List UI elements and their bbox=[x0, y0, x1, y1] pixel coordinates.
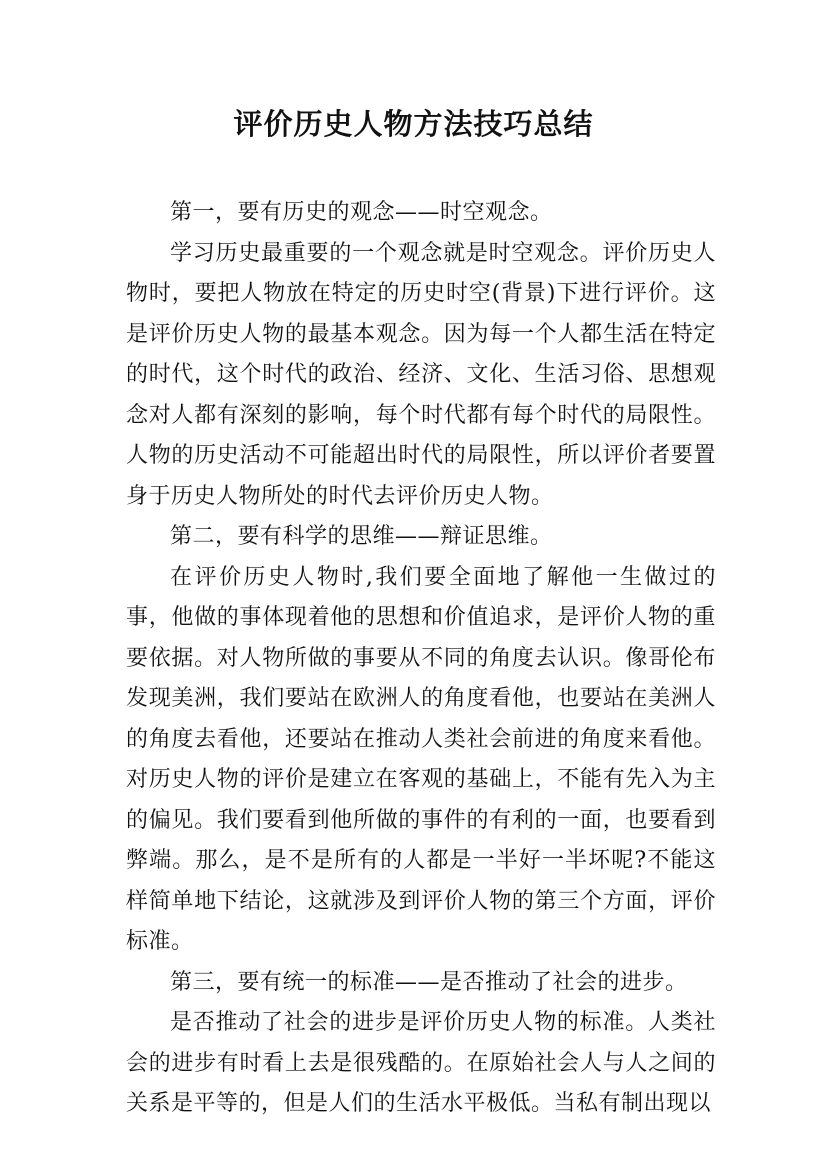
document-title: 评价历史人物方法技巧总结 bbox=[233, 107, 594, 141]
document-body bbox=[126, 193, 716, 1125]
paragraph-point-two-body: 在评价历史人物时,我们要全面地了解他一生做过的事，他做的事体现着他的思想和价值追求，是评价人物的重要依据。对人物所做的事要从不同的角度去认识。像哥伦布发现美洲，我们要站在欧洲人的角度看他，也要站在美洲人的角度去看他，还要站在推动人类社会前进的角度来看他。对历史人物的评价是建立在客观的基础上，不能有先入为主的偏见。我们要看到他所做的事件的有利的一面，也要看到弊端。那么，是不是所有的人都是一半好一半坏呢?不能这样简单地下结论，这就涉及到评价人物的第三个方面，评价标准。 bbox=[126, 564, 716, 954]
paragraph-point-three-body: 是否推动了社会的进步是评价历史人物的标准。人类社会的进步有时看上去是很残酷的。在原始社会人与人之间的关系是平等的，但是人们的生活水平极低。当私有制出现以 bbox=[126, 1010, 716, 1116]
paragraph-point-one-heading: 第一，要有历史的观念——时空观念。 bbox=[170, 200, 553, 225]
paragraph-point-one-body: 学习历史最重要的一个观念就是时空观念。评价历史人物时，要把人物放在特定的历史时空(背景)下进行评价。这是评价历史人物的最基本观念。因为每一个人都生活在特定的时代，这个时代的政治、经济、文化、生活习俗、思想观念对人都有深刻的影响，每个时代都有每个时代的局限性。人物的历史活动不可能超出时代的局限性，所以评价者要置身于历史人物所处的时代去评价历史人物。 bbox=[126, 240, 716, 509]
paragraph-point-two-heading: 第二，要有科学的思维——辩证思维。 bbox=[170, 524, 553, 549]
paragraph-point-three-heading: 第三，要有统一的标准——是否推动了社会的进步。 bbox=[170, 969, 688, 995]
